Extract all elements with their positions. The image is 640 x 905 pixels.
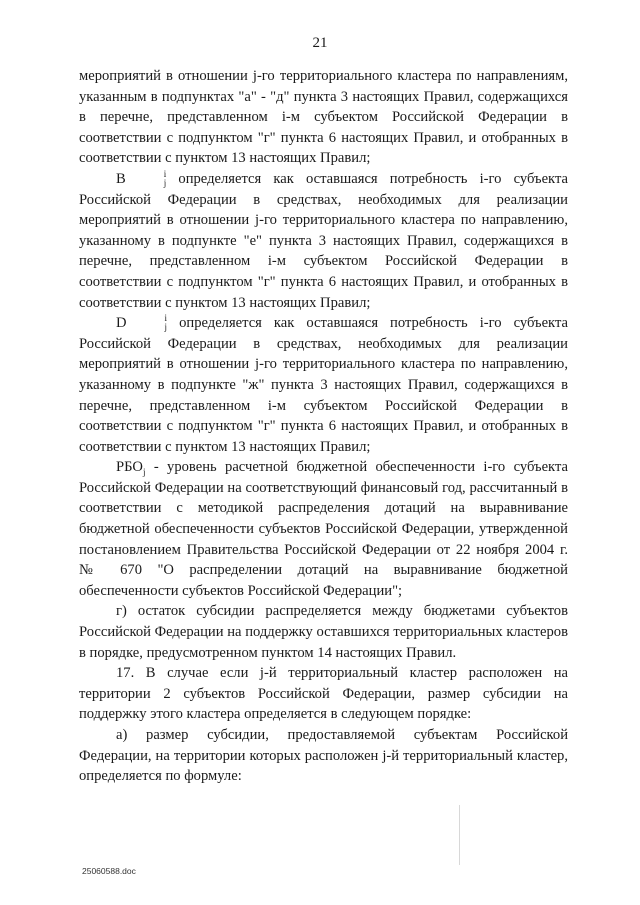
scan-artifact-line [459,805,460,865]
paragraph-subitem-a: а) размер субсидии, предоставляемой субъектам Российской Федерации, на территории которых расположен j-й территориальный кластер, определяется по формуле: [79,727,568,785]
paragraph-variable-d: D i j определяется как оставшаяся потребность i-го субъекта Российской Федерации в средствах, необходимых для реализации мероприятий в отношении j-го территориального кластера по направлению, указанному в подпункте "ж" пункта 3 настоящих Правил, содержащихся в перечне, представленном i-м субъектом Российской Федерации в соответствии с подпунктом "г" пункта 6 настоящих Правил, и отобранных в соответствии с пунктом 13 настоящих Правил; [79,312,568,455]
paragraph-subitem-g: г) остаток субсидии распределяется между бюджетами субъектов Российской Федерации на поддержку оставшихся территориальных кластеров в порядке, предусмотренном пунктом 14 настоящих Правил. [79,603,568,661]
paragraph-item-17: 17. В случае если j-й территориальный кластер расположен на территории 2 субъектов Российской Федерации, размер субсидии на поддержку этого кластера определяется в следующем порядке: [79,665,568,723]
paragraph-variable-b: B i j определяется как оставшаяся потребность i-го субъекта Российской Федерации в средствах, необходимых для реализации мероприятий в отношении j-го территориального кластера по направлению, указанному в подпункте "е" пункта 3 настоящих Правил, содержащихся в перечне, представленном i-м субъектом Российской Федерации в соответствии с подпунктом "г" пункта 6 настоящих Правил, и отобранных в соответствии с пунктом 13 настоящих Правил; [79,168,568,311]
paragraph-variable-rbo: $РБО_j$ - уровень расчетной бюджетной обеспеченности i-го субъекта Российской Федерации на соответствующий финансовый год, рассчитанный в соответствии с методикой распределения дотаций на выравнивание бюджетной обеспеченности субъектов Российской Федерации, утвержденной постановлением Правительства Российской Федерации от 22 ноября 2004 г. № 670 "О распределении дотаций на выравнивание бюджетной обеспеченности субъектов Российской Федерации"; [79,459,568,599]
variable-symbol-rbo: $РБО_j$ [116,459,146,478]
document-body [79,66,568,787]
variable-symbol-b: B i j [116,168,167,188]
page-number: 21 [312,35,328,51]
paragraph-continuation: мероприятий в отношении j-го территориального кластера по направлениям, указанным в подпунктах "а" - "д" пункта 3 настоящих Правил, содержащихся в перечне, представленном i-м субъектом Российской Федерации в соответствии с подпунктом "г" пункта 6 настоящих Правил, и отобранных в соответствии с пунктом 13 настоящих Правил; [79,68,568,167]
variable-symbol-d: D i j [116,312,168,332]
footer-document-code: 25060588.doc [82,866,136,876]
